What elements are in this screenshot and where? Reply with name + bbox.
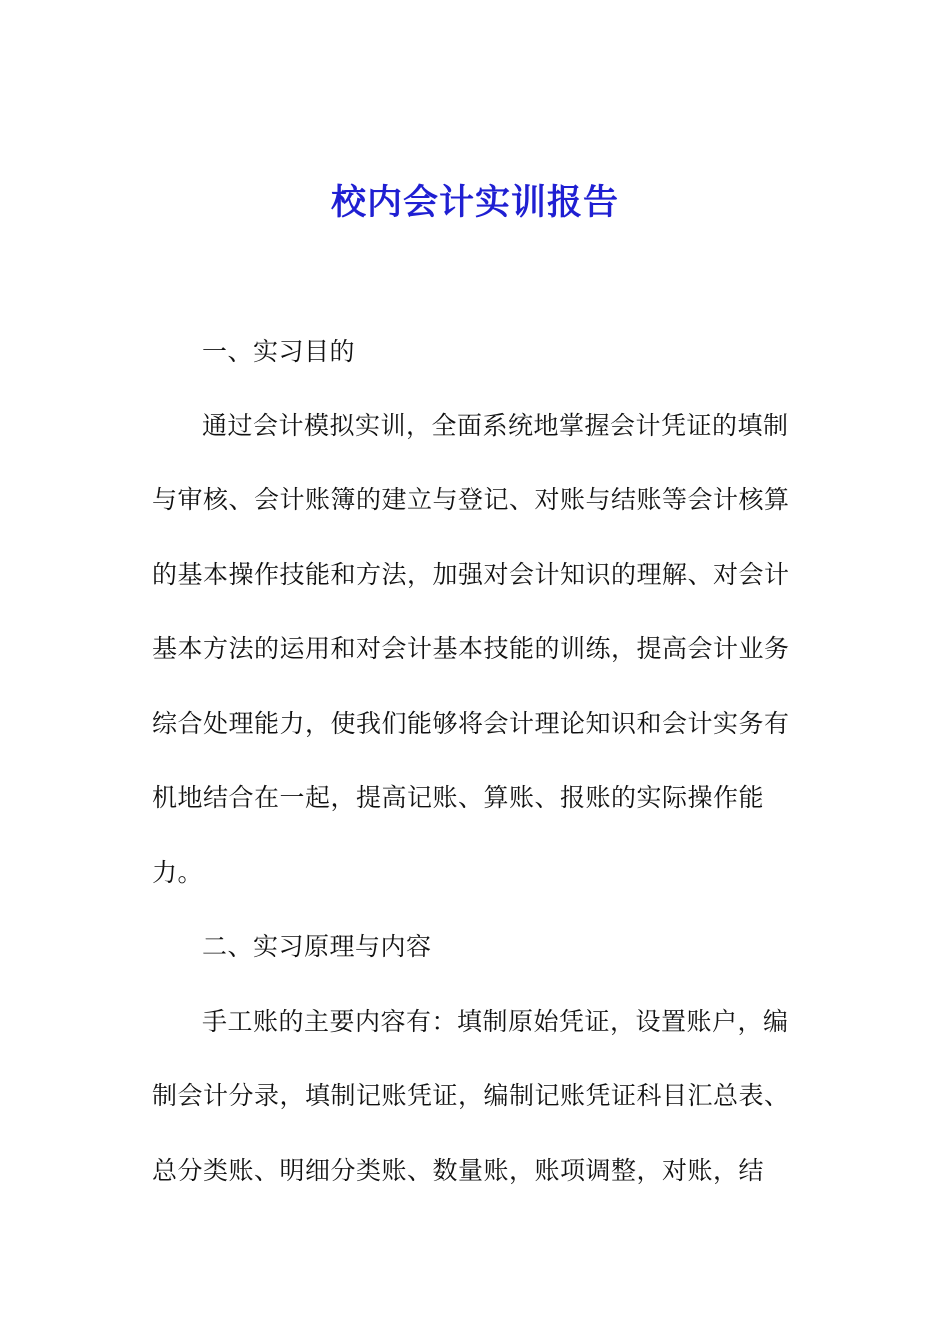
paragraph-line: 手工账的主要内容有：填制原始凭证，设置账户，编: [202, 1007, 789, 1036]
paragraph-line: 机地结合在一起，提高记账、算账、报账的实际操作能: [152, 783, 765, 812]
paragraph-line: 综合处理能力，使我们能够将会计理论知识和会计实务有: [152, 709, 790, 738]
paragraph-line: 制会计分录，填制记账凭证，编制记账凭证科目汇总表、: [152, 1081, 790, 1110]
paragraph-line: 总分类账、明细分类账、数量账，账项调整，对账，结: [152, 1156, 765, 1185]
paragraph-line: 的基本操作技能和方法，加强对会计知识的理解、对会计: [152, 560, 790, 589]
section-heading-purpose: 一、实习目的: [202, 337, 356, 366]
paragraph-line: 与审核、会计账簿的建立与登记、对账与结账等会计核算: [152, 485, 790, 514]
paragraph-line: 力。: [152, 858, 204, 887]
paragraph-line: 通过会计模拟实训，全面系统地掌握会计凭证的填制: [202, 411, 789, 440]
document-title: 校内会计实训报告: [330, 182, 619, 223]
paragraph-line: 基本方法的运用和对会计基本技能的训练，提高会计业务: [152, 634, 790, 663]
section-heading-principle: 二、实习原理与内容: [202, 932, 432, 961]
